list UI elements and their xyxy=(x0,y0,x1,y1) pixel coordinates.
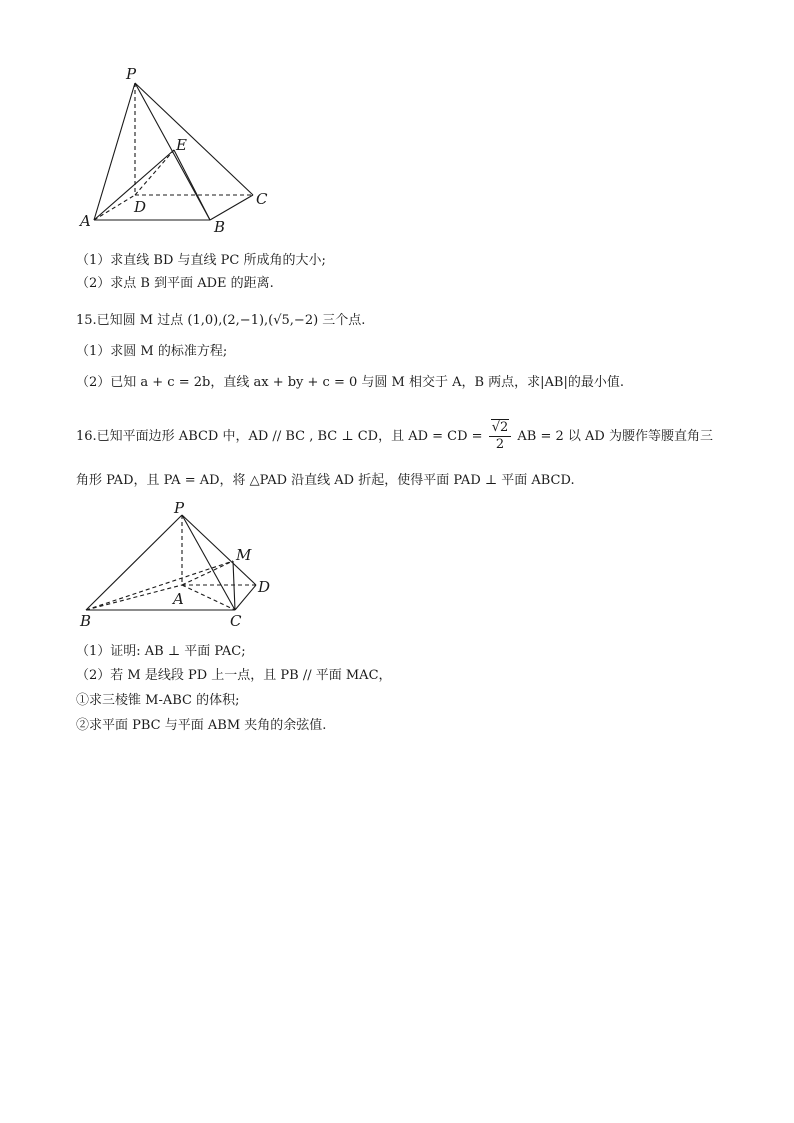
q16-part1: （1）证明: AB ⊥ 平面 PAC; xyxy=(76,644,246,659)
label-B: B xyxy=(80,612,92,630)
label-C: C xyxy=(256,190,268,208)
label-D: D xyxy=(134,198,147,216)
figure-pyramid-2 xyxy=(70,498,290,633)
label-E: E xyxy=(176,136,187,154)
figure-pyramid-1 xyxy=(70,60,290,240)
q16-stem-line2: 角形 PAD，且 PA = AD，将 △PAD 沿直线 AD 折起，使得平面 PAD ⊥ 平面 ABCD. xyxy=(76,473,575,488)
q16-stem-line1 xyxy=(76,420,713,454)
q15-part1: （1）求圆 M 的标准方程; xyxy=(76,344,228,359)
label-A: A xyxy=(173,590,184,608)
q16-stem-b: AB = 2 以 AD 为腰作等腰直角三 xyxy=(517,429,713,444)
q16-stem-a: 16.已知平面边形 ABCD 中，AD // BC , BC ⊥ CD，且 AD = CD = xyxy=(76,429,483,444)
q16-fraction-den: 2 xyxy=(495,437,505,452)
q15-part2: （2）已知 a + c = 2b，直线 ax + by + c = 0 与圆 M 相交于 A，B 两点，求|AB|的最小值. xyxy=(76,375,624,390)
q16-fraction-num: √2 xyxy=(491,420,509,435)
label-A: A xyxy=(80,212,91,230)
q16-sub2: ②求平面 PBC 与平面 ABM 夹角的余弦值. xyxy=(76,718,327,733)
q16-part2: （2）若 M 是线段 PD 上一点，且 PB // 平面 MAC， xyxy=(76,668,392,683)
label-C: C xyxy=(230,612,242,630)
q16-sub1: ①求三棱锥 M-ABC 的体积; xyxy=(76,693,240,708)
q14-part2: （2）求点 B 到平面 ADE 的距离. xyxy=(76,276,274,291)
q16-fraction xyxy=(489,420,512,453)
label-M: M xyxy=(236,546,252,564)
q14-part1: （1）求直线 BD 与直线 PC 所成角的大小; xyxy=(76,253,326,268)
label-D: D xyxy=(258,578,271,596)
label-B: B xyxy=(214,218,226,236)
q15-stem: 15.已知圆 M 过点 (1,0),(2,−1),(√5,−2) 三个点. xyxy=(76,313,366,328)
label-P: P xyxy=(126,65,137,83)
label-P: P xyxy=(174,499,185,517)
